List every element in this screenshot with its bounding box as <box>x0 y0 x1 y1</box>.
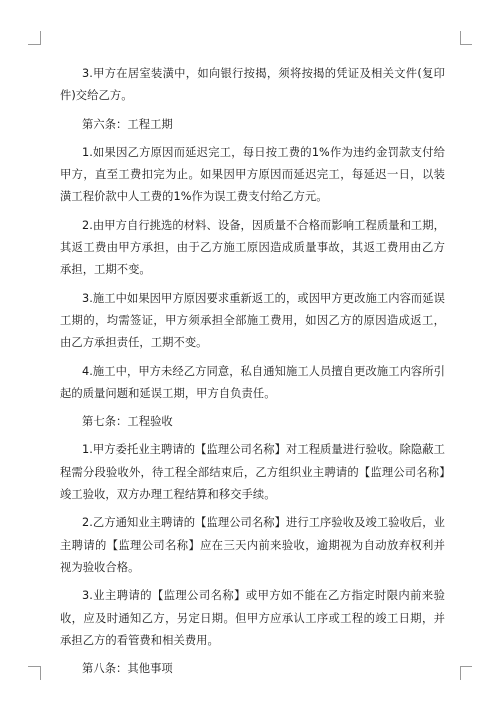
paragraph-article-7-item-2: 2.乙方通知业主聘请的【监理公司名称】进行工序验收及竣工验收后，业主聘请的【监理公司名称】应在三天内前来验收，逾期视为自动放弃权利并视为验收合格。 <box>60 516 445 574</box>
paragraph-article-6-item-2: 2.由甲方自行挑选的材料、设备，因质量不合格而影响工程质量和工期，其返工费由甲方承担，由于乙方施工原因造成质量事故，其返工费用由乙方承担，工期不变。 <box>60 218 445 277</box>
paragraph-article-6-item-3: 3.施工中如果因甲方原因要求重新返工的，或因甲方更改施工内容而延误工期的，均需签证，甲方须承担全部施工费用，如因乙方的原因造成返工，由乙方承担责任，工期不变。 <box>60 291 445 350</box>
heading-article-8: 第八条：其他事项 <box>82 662 173 676</box>
paragraph-article-6-item-1: 1.如果因乙方原因而延迟完工，每日按工费的1%作为违约金罚款支付给甲方，直至工费扣完为止。如果因甲方原因而延迟完工，每延迟一日，以装潢工程价款中人工费的1%作为误工费支付给乙方元。 <box>60 145 445 204</box>
crop-mark-top-right-v <box>460 31 461 45</box>
paragraph-article-7-item-1: 1.甲方委托业主聘请的【监理公司名称】对工程质量进行验收。除隐蔽工程需分段验收外，待工程全部结束后，乙方组织业主聘请的【监理公司名称】竣工验收，双方办理工程结算和移交手续。 <box>60 443 445 502</box>
crop-mark-bottom-right-v <box>460 666 461 680</box>
paragraph-article-6-item-4: 4.施工中，甲方未经乙方同意，私自通知施工人员擅自更改施工内容所引起的质量问题和延误工期，甲方自负责任。 <box>60 364 445 400</box>
crop-mark-top-right-h <box>460 44 472 45</box>
crop-mark-bottom-left-h <box>28 666 40 667</box>
crop-mark-bottom-right-h <box>460 666 472 667</box>
crop-mark-bottom-left-v <box>40 666 41 680</box>
crop-mark-top-left-v <box>40 31 41 45</box>
document-body <box>60 63 445 686</box>
heading-article-6: 第六条：工程工期 <box>82 117 173 131</box>
paragraph-clause-5-item-3: 3.甲方在居室装潢中，如向银行按揭，须将按揭的凭证及相关文件(复印件)交给乙方。 <box>60 67 445 103</box>
heading-article-7: 第七条：工程验收 <box>82 415 173 429</box>
crop-mark-top-left-h <box>28 44 40 45</box>
paragraph-article-7-item-3: 3.业主聘请的【监理公司名称】或甲方如不能在乙方指定时限内前来验收，应及时通知乙方，另定日期。但甲方应承认工序或工程的竣工日期，并承担乙方的看管费和相关费用。 <box>60 589 445 647</box>
